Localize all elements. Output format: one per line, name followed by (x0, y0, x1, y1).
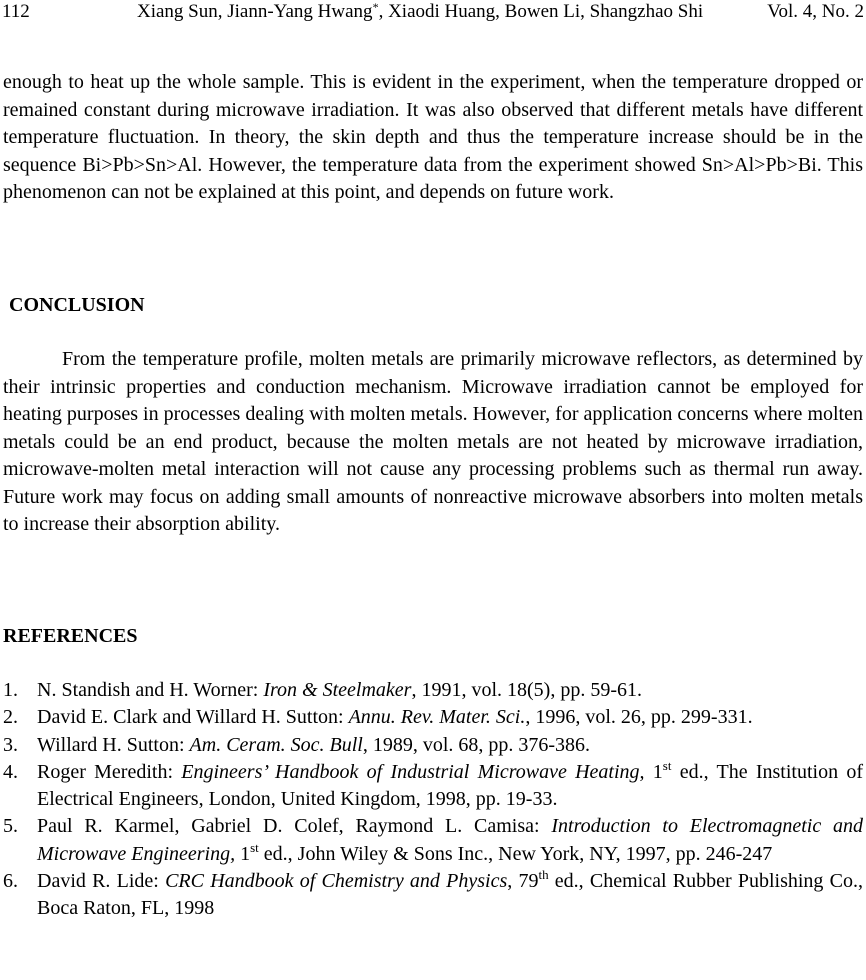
reference-list (3, 677, 863, 923)
reference-number: 1. (3, 679, 18, 701)
reference-details: ed., Chemical Rubber Publishing Co., Boca Raton, FL, 1998 (37, 870, 863, 920)
reference-number: 6. (3, 870, 18, 893)
conclusion-heading: CONCLUSION (9, 294, 145, 316)
references-heading: REFERENCES (3, 625, 138, 647)
reference-item (3, 759, 863, 814)
reference-item (3, 732, 863, 759)
reference-number: 4. (3, 760, 18, 783)
reference-edition: 1 (235, 842, 251, 865)
reference-edition-suffix: st (662, 757, 672, 773)
reference-details: ed., John Wiley & Sons Inc., New York, NY, 1997, pp. 246-247 (258, 842, 773, 865)
reference-item (3, 813, 863, 868)
reference-number: 3. (3, 733, 18, 756)
reference-authors: David R. Lide: (37, 870, 166, 893)
page-number: 112 (2, 1, 30, 22)
reference-source-title: CRC Handbook of Chemistry and Physics (165, 870, 508, 893)
reference-number: 2. (3, 706, 18, 729)
header-authors-suffix: , Xiaodi Huang, Bowen Li, Shangzhao Shi (378, 1, 704, 22)
reference-authors: Roger Meredith: (37, 760, 182, 783)
reference-edition: 1 (644, 760, 663, 783)
conclusion-paragraph: From the temperature profile, molten metals are primarily microwave reflectors, as determined by their intrinsic properties and conduction mechanism. Microwave irradiation cannot be employed for heating purposes in processes dealing with molten metals. However, for application concerns where molten metals could be an end product, because the molten metals are not heated by microwave irradiation, microwave-molten metal interaction will not cause any processing problems such as thermal run away. Future work may focus on adding small amounts of nonreactive microwave absorbers into molten metals to increase their absorption ability. (3, 348, 863, 535)
reference-item (3, 677, 863, 704)
reference-edition-suffix: st (250, 839, 259, 855)
reference-authors: Paul R. Karmel, Gabriel D. Colef, Raymond L. Camisa: (37, 815, 552, 838)
reference-details: , 1989, vol. 68, pp. 376-386. (362, 733, 591, 756)
header-authors-prefix: Xiang Sun, Jiann-Yang Hwang (137, 1, 373, 22)
reference-details: , 1991, vol. 18(5), pp. 59-61. (411, 679, 642, 701)
reference-source-title: Am. Ceram. Soc. Bull (189, 733, 363, 756)
reference-source-title: Introduction to Electromagnetic and Microwave Engineering, (37, 815, 863, 865)
header-volume: Vol. 4, No. 2 (767, 1, 864, 22)
reference-number: 5. (3, 815, 18, 838)
header-authors (137, 0, 703, 24)
corresponding-author-mark: * (372, 0, 379, 14)
reference-source-title: Iron & Steelmaker (263, 679, 412, 701)
reference-edition: , 79 (507, 870, 539, 893)
reference-item (3, 868, 863, 923)
reference-details: ed., The Institution of Electrical Engineers, London, United Kingdom, 1998, pp. 19-33. (37, 760, 863, 811)
reference-details: , 1996, vol. 26, pp. 299-331. (525, 706, 753, 729)
running-header (2, 0, 864, 24)
reference-edition-suffix: th (538, 867, 549, 883)
reference-authors: N. Standish and H. Worner: (37, 679, 264, 701)
continued-paragraph: enough to heat up the whole sample. This is evident in the experiment, when the temperature dropped or remained constant during microwave irradiation. It was also observed that different metals have different temperature fluctuation. In theory, the skin depth and thus the temperature increase should be in the sequence Bi>Pb>Sn>Al. However, the temperature data from the experiment showed Sn>Al>Pb>Bi. This phenomenon can not be explained at this point, and depends on future work. (3, 71, 863, 203)
reference-authors: Willard H. Sutton: (37, 733, 190, 756)
reference-source-title: Engineers’ Handbook of Industrial Microwave Heating, (181, 760, 645, 783)
reference-source-title: Annu. Rev. Mater. Sci. (348, 706, 526, 729)
reference-authors: David E. Clark and Willard H. Sutton: (37, 706, 349, 729)
reference-item (3, 704, 863, 731)
